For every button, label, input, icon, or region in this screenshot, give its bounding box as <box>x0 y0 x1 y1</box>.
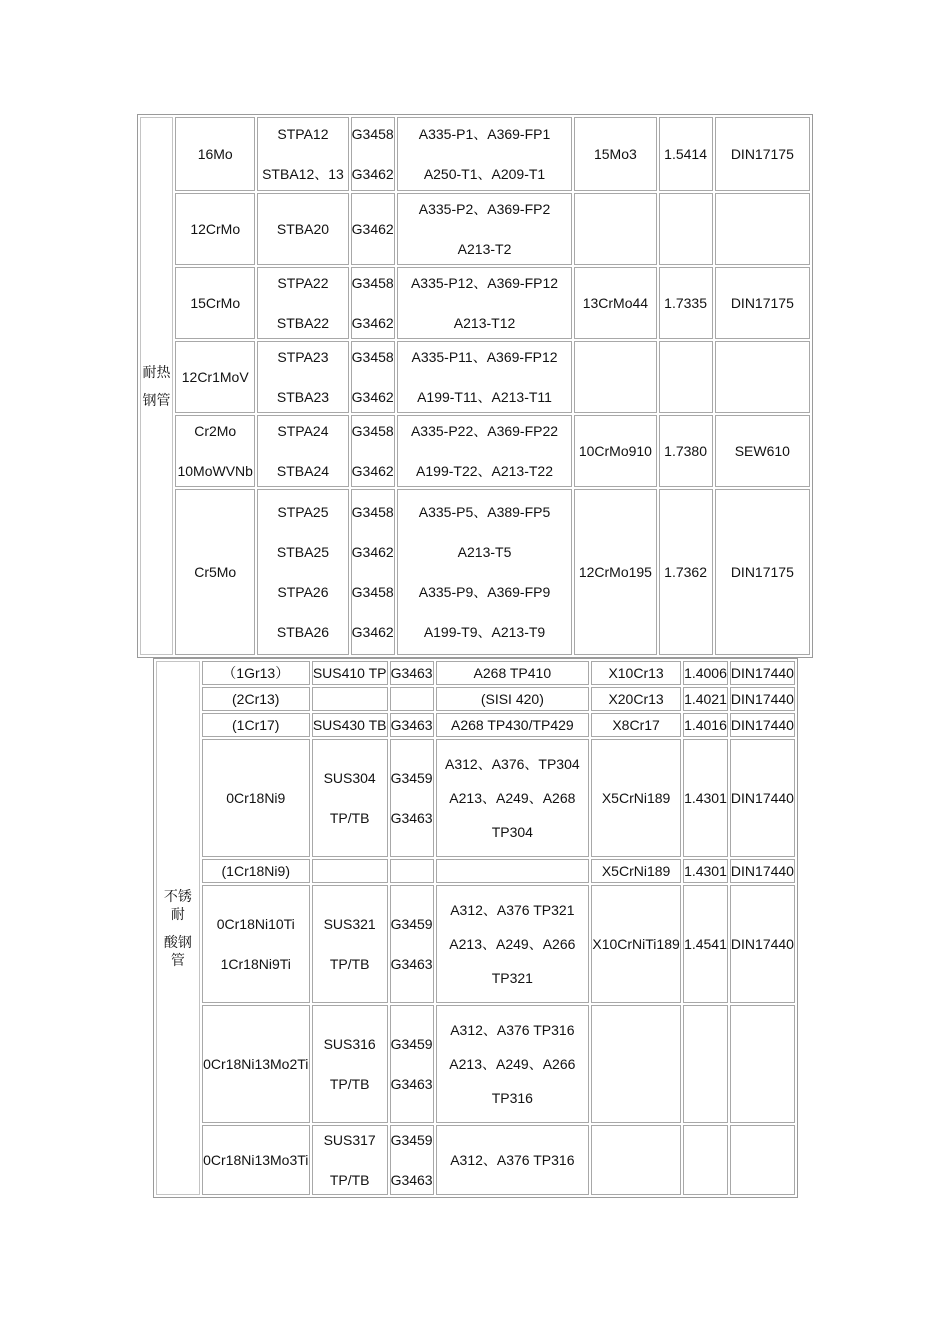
din-standard <box>715 193 810 265</box>
cn-grade: 0Cr18Ni9 <box>202 739 310 857</box>
cn-grade: 15CrMo <box>175 267 255 339</box>
jis-grade: SUS316 TP/TB <box>312 1005 388 1123</box>
jis-standard: G3459 G3463 <box>390 1125 434 1195</box>
din-number: 1.7380 <box>659 415 713 487</box>
din-number: 1.7335 <box>659 267 713 339</box>
cn-grade: （1Gr13） <box>202 661 310 685</box>
jis-grade: STPA23 STBA23 <box>257 341 348 413</box>
jis-grade: STBA20 <box>257 193 348 265</box>
din-standard: DIN17175 <box>715 489 810 655</box>
jis-standard: G3458 G3462 <box>351 341 395 413</box>
category-line: 酸钢管 <box>163 934 192 968</box>
jis-standard: G3459 G3463 <box>390 885 434 1003</box>
jis-standard: G3459 G3463 <box>390 739 434 857</box>
din-number: 1.4016 <box>683 713 728 737</box>
jis-grade: STPA25 STBA25 STPA26 STBA26 <box>257 489 348 655</box>
din-grade <box>591 1125 681 1195</box>
din-grade: 13CrMo44 <box>574 267 656 339</box>
din-number <box>683 1125 728 1195</box>
din-standard: DIN17440 <box>730 713 795 737</box>
category-line: 耐热 <box>142 364 171 380</box>
din-standard <box>730 1125 795 1195</box>
din-number: 1.4301 <box>683 739 728 857</box>
jis-grade: STPA22 STBA22 <box>257 267 348 339</box>
astm-grade: A312、A376 TP321 A213、A249、A266 TP321 <box>436 885 589 1003</box>
jis-grade <box>312 687 388 711</box>
astm-grade: A312、A376 TP316 A213、A249、A266 TP316 <box>436 1005 589 1123</box>
jis-standard: G3463 <box>390 713 434 737</box>
din-number: 1.4006 <box>683 661 728 685</box>
jis-grade: SUS304 TP/TB <box>312 739 388 857</box>
cn-grade: 0Cr18Ni13Mo2Ti <box>202 1005 310 1123</box>
cn-grade: 12Cr1MoV <box>175 341 255 413</box>
astm-grade: A268 TP410 <box>436 661 589 685</box>
cn-grade: Cr2Mo 10MoWVNb <box>175 415 255 487</box>
din-standard: DIN17440 <box>730 739 795 857</box>
astm-grade: A335-P12、A369-FP12 A213-T12 <box>397 267 573 339</box>
din-grade: 15Mo3 <box>574 117 656 191</box>
jis-standard: G3458 G3462 <box>351 415 395 487</box>
din-grade: X5CrNi189 <box>591 859 681 883</box>
astm-grade: A312、A376、TP304 A213、A249、A268 TP304 <box>436 739 589 857</box>
jis-standard: G3459 G3463 <box>390 1005 434 1123</box>
category-line: 不锈耐 <box>163 888 192 922</box>
jis-standard: G3458 G3462 G3458 G3462 <box>351 489 395 655</box>
astm-grade: A268 TP430/TP429 <box>436 713 589 737</box>
jis-grade: STPA24 STBA24 <box>257 415 348 487</box>
din-standard: DIN17175 <box>715 117 810 191</box>
din-number <box>659 193 713 265</box>
din-grade: 10CrMo910 <box>574 415 656 487</box>
jis-standard <box>390 687 434 711</box>
din-grade: X10CrNiTi189 <box>591 885 681 1003</box>
din-standard <box>715 341 810 413</box>
cn-grade: (2Cr13) <box>202 687 310 711</box>
din-standard: DIN17440 <box>730 885 795 1003</box>
jis-standard <box>390 859 434 883</box>
cn-grade: (1Cr17) <box>202 713 310 737</box>
jis-grade: SUS317 TP/TB <box>312 1125 388 1195</box>
cn-grade: 12CrMo <box>175 193 255 265</box>
cn-grade: 0Cr18Ni13Mo3Ti <box>202 1125 310 1195</box>
din-grade <box>591 1005 681 1123</box>
jis-standard: G3458 G3462 <box>351 267 395 339</box>
astm-grade: A312、A376 TP316 <box>436 1125 589 1195</box>
din-grade: X5CrNi189 <box>591 739 681 857</box>
category-line: 钢管 <box>142 392 171 408</box>
jis-standard: G3462 <box>351 193 395 265</box>
din-grade: 12CrMo195 <box>574 489 656 655</box>
jis-standard: G3463 <box>390 661 434 685</box>
cn-grade: 16Mo <box>175 117 255 191</box>
din-standard <box>730 1005 795 1123</box>
din-number: 1.7362 <box>659 489 713 655</box>
category-stainless <box>156 661 200 1195</box>
stainless-steel-pipe-table <box>153 658 798 1198</box>
astm-grade: (SISI 420) <box>436 687 589 711</box>
jis-grade: STPA12 STBA12、13 <box>257 117 348 191</box>
cn-grade: 0Cr18Ni10Ti 1Cr18Ni9Ti <box>202 885 310 1003</box>
din-standard: SEW610 <box>715 415 810 487</box>
din-grade <box>574 341 656 413</box>
din-standard: DIN17440 <box>730 661 795 685</box>
din-grade: X20Cr13 <box>591 687 681 711</box>
astm-grade <box>436 859 589 883</box>
din-grade: X10Cr13 <box>591 661 681 685</box>
astm-grade: A335-P2、A369-FP2 A213-T2 <box>397 193 573 265</box>
din-number: 1.4021 <box>683 687 728 711</box>
din-standard: DIN17440 <box>730 687 795 711</box>
jis-grade <box>312 859 388 883</box>
din-grade: X8Cr17 <box>591 713 681 737</box>
jis-grade: SUS410 TP <box>312 661 388 685</box>
astm-grade: A335-P11、A369-FP12 A199-T11、A213-T11 <box>397 341 573 413</box>
astm-grade: A335-P5、A389-FP5 A213-T5 A335-P9、A369-FP9 A199-T9、A213-T9 <box>397 489 573 655</box>
heat-resistant-steel-pipe-table <box>137 114 813 658</box>
din-standard: DIN17175 <box>715 267 810 339</box>
jis-grade: SUS430 TB <box>312 713 388 737</box>
astm-grade: A335-P1、A369-FP1 A250-T1、A209-T1 <box>397 117 573 191</box>
din-number: 1.4541 <box>683 885 728 1003</box>
din-grade <box>574 193 656 265</box>
jis-grade: SUS321 TP/TB <box>312 885 388 1003</box>
din-number <box>683 1005 728 1123</box>
din-number <box>659 341 713 413</box>
din-number: 1.4301 <box>683 859 728 883</box>
cn-grade: Cr5Mo <box>175 489 255 655</box>
category-heat-resistant <box>140 117 173 655</box>
din-number: 1.5414 <box>659 117 713 191</box>
din-standard: DIN17440 <box>730 859 795 883</box>
jis-standard: G3458 G3462 <box>351 117 395 191</box>
astm-grade: A335-P22、A369-FP22 A199-T22、A213-T22 <box>397 415 573 487</box>
cn-grade: (1Cr18Ni9) <box>202 859 310 883</box>
